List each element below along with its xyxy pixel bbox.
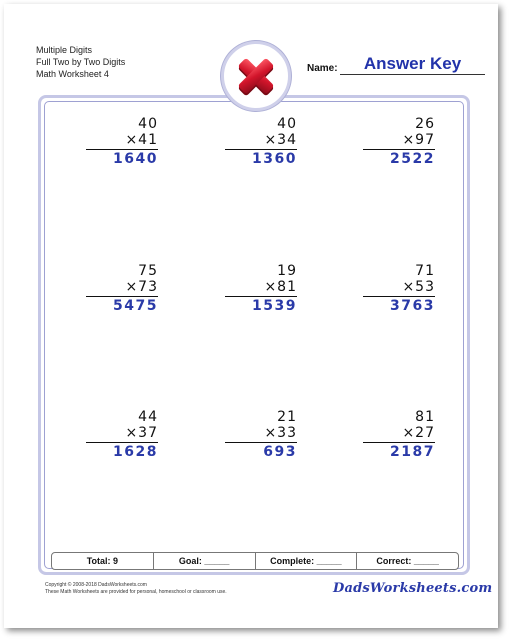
problem-2 bbox=[225, 116, 297, 167]
multiplicand: 75 bbox=[138, 263, 158, 279]
multiplier: ×34 bbox=[264, 132, 297, 148]
worksheet-number: Math Worksheet 4 bbox=[36, 69, 109, 79]
copyright-line: Copyright © 2008-2018 DadsWorksheets.com bbox=[45, 582, 147, 588]
answer-rule bbox=[363, 442, 435, 443]
multiplicand: 71 bbox=[415, 263, 435, 279]
product: 3763 bbox=[390, 298, 435, 314]
answer-rule bbox=[86, 296, 158, 297]
multiplier: ×33 bbox=[264, 425, 297, 441]
answer-key-badge bbox=[221, 41, 291, 111]
product: 1360 bbox=[252, 151, 297, 167]
multiplicand: 40 bbox=[277, 116, 297, 132]
multiplier: ×37 bbox=[125, 425, 158, 441]
answer-rule bbox=[86, 149, 158, 150]
name-value: Answer Key bbox=[363, 54, 462, 73]
goal-cell: Goal: _____ bbox=[154, 553, 256, 569]
product: 693 bbox=[263, 444, 297, 460]
total-cell: Total: 9 bbox=[52, 553, 154, 569]
multiplier: ×73 bbox=[125, 279, 158, 295]
problem-6 bbox=[363, 263, 435, 314]
multiplicand: 26 bbox=[415, 116, 435, 132]
worksheet-subtopic: Full Two by Two Digits bbox=[36, 57, 126, 67]
complete-cell: Complete: _____ bbox=[256, 553, 358, 569]
multiplicand: 81 bbox=[415, 409, 435, 425]
name-underline bbox=[340, 74, 485, 75]
multiplier: ×41 bbox=[125, 132, 158, 148]
product: 2187 bbox=[390, 444, 435, 460]
product: 2522 bbox=[390, 151, 435, 167]
problem-8 bbox=[225, 409, 297, 460]
answer-rule bbox=[225, 296, 297, 297]
copyright-notice bbox=[45, 582, 227, 596]
name-label: Name: bbox=[307, 63, 338, 74]
problem-3 bbox=[363, 116, 435, 167]
correct-cell: Correct: _____ bbox=[376, 556, 439, 566]
brand-logo: DadsWorksheets.com bbox=[333, 581, 493, 596]
answer-rule bbox=[363, 149, 435, 150]
multiplier: ×27 bbox=[402, 425, 435, 441]
answer-rule bbox=[363, 296, 435, 297]
answer-rule bbox=[225, 442, 297, 443]
problem-1 bbox=[86, 116, 158, 167]
score-table bbox=[51, 552, 459, 570]
answer-rule bbox=[86, 442, 158, 443]
name-field bbox=[307, 54, 485, 76]
multiplier: ×97 bbox=[402, 132, 435, 148]
red-x-icon bbox=[232, 52, 280, 100]
problem-5 bbox=[225, 263, 297, 314]
usage-line: These Math Worksheets are provided for personal, homeschool or classroom use. bbox=[45, 589, 227, 595]
product: 1640 bbox=[113, 151, 158, 167]
product: 1628 bbox=[113, 444, 158, 460]
multiplicand: 21 bbox=[277, 409, 297, 425]
problem-7 bbox=[86, 409, 158, 460]
problem-9 bbox=[363, 409, 435, 460]
multiplicand: 40 bbox=[138, 116, 158, 132]
product: 5475 bbox=[113, 298, 158, 314]
problems-frame bbox=[38, 95, 470, 575]
multiplier: ×81 bbox=[264, 279, 297, 295]
multiplicand: 19 bbox=[277, 263, 297, 279]
answer-rule bbox=[225, 149, 297, 150]
problems-frame-inner bbox=[44, 101, 464, 569]
worksheet-topic: Multiple Digits bbox=[36, 45, 93, 55]
multiplicand: 44 bbox=[138, 409, 158, 425]
problem-4 bbox=[86, 263, 158, 314]
worksheet-info bbox=[36, 44, 125, 80]
multiplier: ×53 bbox=[402, 279, 435, 295]
product: 1539 bbox=[252, 298, 297, 314]
